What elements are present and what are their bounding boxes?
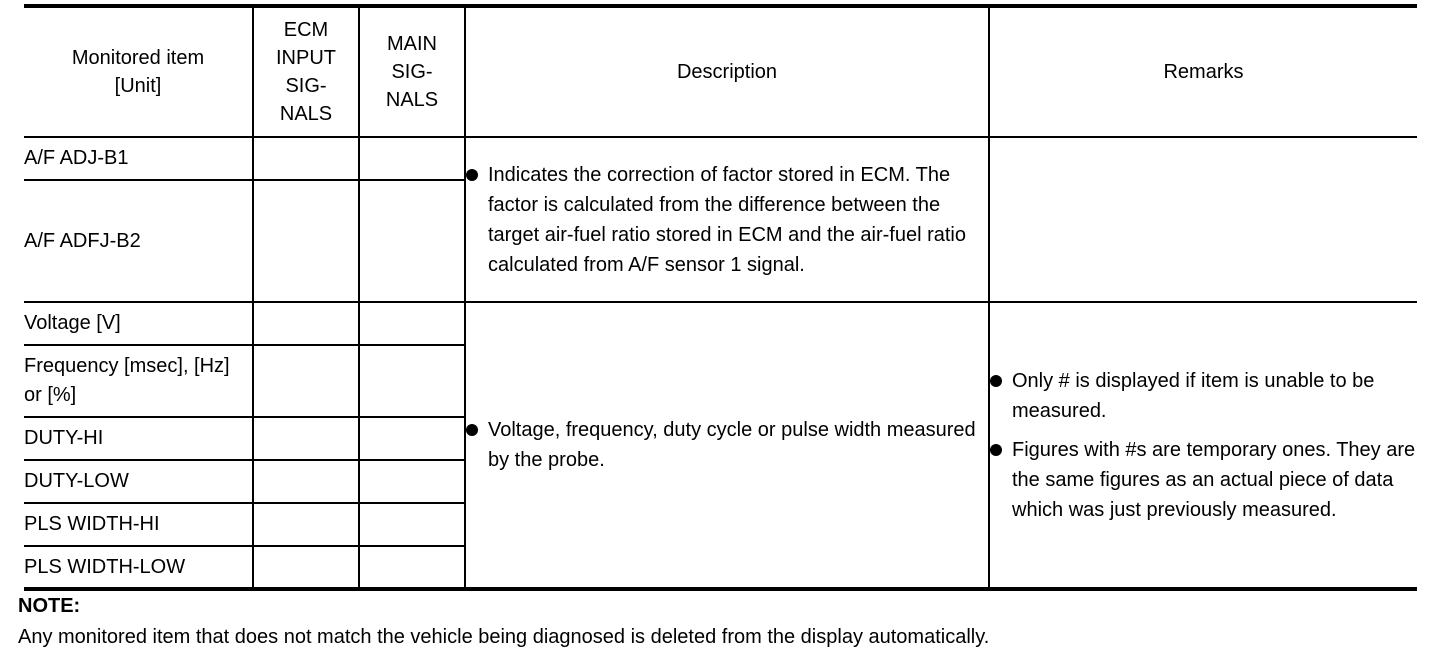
header-remarks: Remarks [989, 6, 1417, 137]
bullet-icon [466, 169, 478, 181]
monitor-items-table [24, 4, 1417, 591]
ecm-signal-cell [253, 180, 359, 302]
header-main-line: SIG- [391, 61, 433, 83]
header-ecm-line: SIG- [285, 75, 327, 97]
bullet-icon [990, 375, 1002, 387]
table-row [24, 302, 1417, 345]
ecm-signal-cell [253, 345, 359, 417]
header-ecm-input-signals [253, 6, 359, 137]
ecm-signal-cell [253, 417, 359, 460]
description-bullet [466, 415, 988, 475]
table-row [24, 137, 1417, 180]
item-cell: Frequency [msec], [Hz] or [%] [24, 345, 253, 417]
main-signal-cell [359, 137, 465, 180]
item-cell: DUTY-LOW [24, 460, 253, 503]
remarks-text: Figures with #s are temporary ones. They are the same figures as an actual piece of data which was just previously measured. [1012, 438, 1416, 521]
description-cell [465, 137, 989, 302]
header-ecm-line: NALS [279, 103, 333, 125]
main-signal-cell [359, 417, 465, 460]
ecm-signal-cell [253, 503, 359, 546]
remarks-cell [989, 302, 1417, 589]
ecm-signal-cell [253, 137, 359, 180]
header-item-line1: Monitored item [71, 47, 205, 69]
description-bullet [466, 160, 988, 280]
header-ecm-line: ECM [283, 19, 329, 41]
item-cell: DUTY-HI [24, 417, 253, 460]
header-monitored-item [24, 6, 253, 137]
ecm-signal-cell [253, 460, 359, 503]
header-item-line2: [Unit] [114, 75, 162, 97]
remarks-bullet [990, 435, 1417, 525]
description-text: Indicates the correction of factor stored in ECM. The factor is calculated from the difference between the target air-fuel ratio stored in ECM and the air-fuel ratio calculated from A/F sensor 1 signal. [488, 163, 966, 276]
description-cell [465, 302, 989, 589]
table-header-row [24, 6, 1417, 137]
remarks-bullet [990, 366, 1417, 426]
header-main-signals [359, 6, 465, 137]
remarks-text: Only # is displayed if item is unable to be measured. [1012, 369, 1375, 422]
header-main-line: NALS [385, 89, 439, 111]
remarks-cell [989, 137, 1417, 302]
item-cell: A/F ADJ-B1 [24, 137, 253, 180]
ecm-signal-cell [253, 546, 359, 589]
header-main-line: MAIN [387, 33, 437, 55]
main-signal-cell [359, 503, 465, 546]
item-cell: PLS WIDTH-HI [24, 503, 253, 546]
ecm-signal-cell [253, 302, 359, 345]
item-cell: PLS WIDTH-LOW [24, 546, 253, 589]
header-ecm-line: INPUT [276, 47, 336, 69]
header-description: Description [465, 6, 989, 137]
bullet-icon [466, 424, 478, 436]
main-signal-cell [359, 345, 465, 417]
note-body: Any monitored item that does not match the vehicle being diagnosed is deleted from the display automatically. [18, 626, 990, 648]
description-text: Voltage, frequency, duty cycle or pulse width measured by the probe. [488, 419, 976, 471]
main-signal-cell [359, 180, 465, 302]
item-cell: A/F ADFJ-B2 [24, 180, 253, 302]
item-cell: Voltage [V] [24, 302, 253, 345]
main-signal-cell [359, 546, 465, 589]
main-signal-cell [359, 302, 465, 345]
main-signal-cell [359, 460, 465, 503]
bullet-icon [990, 444, 1002, 456]
note-title: NOTE: [18, 595, 81, 617]
